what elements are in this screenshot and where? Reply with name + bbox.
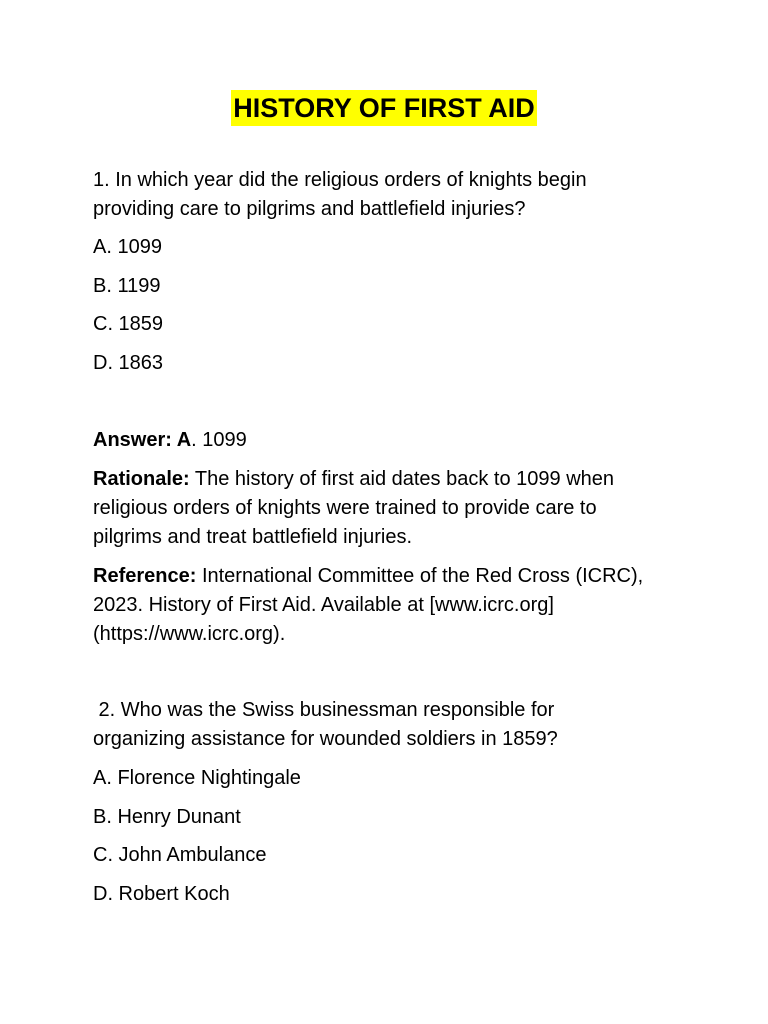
- reference-label: Reference:: [93, 565, 197, 587]
- q1-option-a: A. 1099: [93, 236, 162, 258]
- title-container: [0, 90, 768, 126]
- page-title: HISTORY OF FIRST AID: [231, 90, 537, 126]
- q1-option-b: B. 1199: [93, 275, 161, 297]
- question-2-line-2: organizing assistance for wounded soldiers in 1859?: [93, 728, 558, 750]
- rationale-text-1: The history of first aid dates back to 1099 when: [189, 468, 615, 490]
- q2-option-d: D. Robert Koch: [93, 883, 230, 905]
- q1-rationale-line-2: religious orders of knights were trained to provide care to: [93, 497, 597, 519]
- q1-option-c: C. 1859: [93, 313, 164, 335]
- question-1-line-1: 1. In which year did the religious orders of knights begin: [93, 169, 587, 191]
- question-2-line-1: 2. Who was the Swiss businessman responsible for: [93, 699, 555, 721]
- q1-answer: [93, 426, 683, 455]
- q2-option-b: B. Henry Dunant: [93, 806, 241, 828]
- rationale-label: Rationale:: [93, 468, 190, 490]
- answer-label: Answer: A: [93, 429, 192, 451]
- q2-option-c: C. John Ambulance: [93, 844, 267, 866]
- q1-rationale-line-1: [93, 465, 683, 494]
- reference-text-1: International Committee of the Red Cross (ICRC),: [196, 565, 644, 587]
- q1-reference-line-1: [93, 562, 683, 591]
- question-1-line-2: providing care to pilgrims and battlefield injuries?: [93, 198, 526, 220]
- q2-option-a: A. Florence Nightingale: [93, 767, 301, 789]
- answer-text: . 1099: [191, 429, 247, 451]
- q1-option-d: D. 1863: [93, 352, 164, 374]
- q1-rationale-line-3: pilgrims and treat battlefield injuries.: [93, 526, 413, 548]
- q1-reference-line-3: (https://www.icrc.org).: [93, 623, 286, 645]
- q1-reference-line-2: 2023. History of First Aid. Available at [www.icrc.org]: [93, 594, 554, 616]
